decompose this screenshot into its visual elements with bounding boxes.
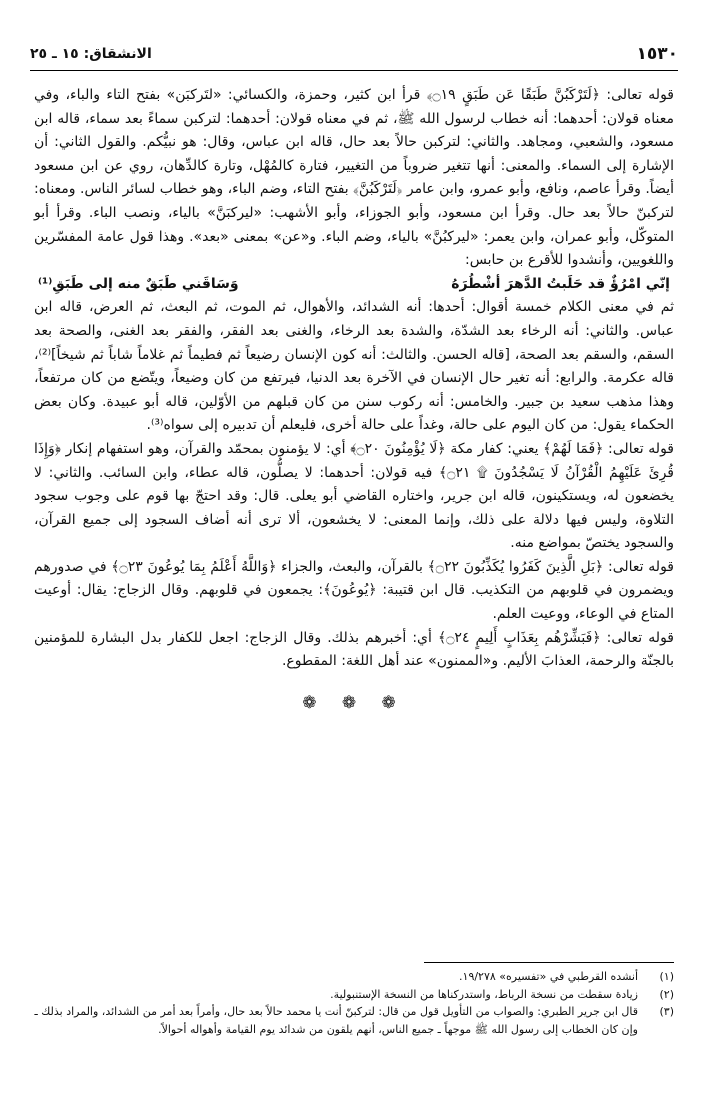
paragraph-verse-20-21: قوله تعالى: ﴿فَمَا لَهُمْ﴾ يعني: كفار مكة ﴿لَا يُؤْمِنُونَ ۝٢٠﴾ أي: لا يؤمنون بمحمّد والقرآن، وهو استفهام إنكار ﴿وَإِذَا قُرِئَ عَلَيْهِمُ الْقُرْآنُ لَا يَسْجُدُونَ ۩ ۝٢١﴾ فيه قولان: أحدهما: لا يصلُّون، قاله عطاء، وابن السائب. والثاني: لا يخضعون له، ويستكينون، قاله ابن جرير، واختاره القاضي أبو يعلى. قال: وقد احتجّ بها قوم على وجوب سجود التلاوة، وليس فيها دلالة على ذلك، وإنما المعنى: لا يخشعون، ألا ترى أنه أضاف السجود إلى جميع القرآن، والسجود يختصّ بمواضع منه.	[34, 440, 674, 552]
running-header	[30, 44, 678, 68]
footnote-text: زيادة سقطت من نسخة الرباط، واستدركناها من النسخة الإستنبولية.	[330, 987, 638, 1001]
footnote	[34, 968, 674, 986]
footnote-text: قال ابن جرير الطبري: والصواب من التأويل قول من قال: لتركبنّ أنت يا محمد حالاً بعد حال، وأمراً بعد أمر من الشدائد، والمراد بذلك ـ وإن كان الخطاب إلى رسول الله ﷺ موجهاً ـ جميع الناس، أنهم يلقون من شدائد يوم القيامة وأهواله أحوالاً.	[34, 1005, 638, 1036]
paragraph-verse-22-23: قوله تعالى: ﴿بَلِ الَّذِينَ كَفَرُوا يُكَذِّبُونَ ۝٢٢﴾ بالقرآن، والبعث، والجزاء ﴿وَاللَّهُ أَعْلَمُ بِمَا يُوعُونَ ۝٢٣﴾ في صدورهم ويضمرون في قلوبهم من التكذيب. قال ابن قتيبة: ﴿يُوعُونَ﴾: يجمعون في قلوبهم. وقال الزجاج: يقال: أوعيت المتاع في الوعاء، ووعيت العلم.	[34, 558, 674, 623]
footnote	[34, 1003, 674, 1038]
paragraph-verse-19: قوله تعالى: ﴿لَتَرْكَبُنَّ طَبَقًا عَن طَبَقٍ ۝١٩﴾ قرأ ابن كثير، وحمزة، والكسائي: «لتَركبَن» بفتح التاء والباء، وفي معناه قولان: أحدهما: أنه خطاب لرسول الله ﷺ، ثم في معناه قولان: أحدهما: لتركبن سماءً بعد سماء، قاله ابن مسعود، والشعبي، ومجاهد. والثاني: لتركبن حالاً بعد حال، قاله ابن عباس، وقال: هو نبيُّكم. والقول الثاني: أن الإشارة إلى السماء. والمعنى: أنها تتغير ضروباً من التغيير، فتارة كالمُهْل، وتارة كالدِّهان، روي عن ابن مسعود أيضاً. وقرأ عاصم، ونافع، وأبو عمرو، وابن عامر ﴿لَتَرْكَبُنَّ﴾ بفتح التاء، وضم الباء، وهو خطاب لسائر الناس. ومعناه: لتركبنّ حالاً بعد حال. وقرأ ابن مسعود، وأبو الجوزاء، وأبو الأشهب: «ليركبَنَّ» بالياء، ونصب الباء. وقرأ أبو المتوكّل، وأبو عمران، وابن يعمر: «ليركبُنَّ» بالياء، وضم الباء. و«عن» بمعنى «بعد». وهذا قول عامة المفسّرين واللغويين، وأنشدوا للأقرع بن حابس:	[34, 87, 674, 269]
footnote-text: أنشده القرطبي في «تفسيره» ١٩/٢٧٨.	[459, 970, 638, 983]
poem-hemistich-second: وَسَاقَني طَبَقٌ منه إلى طَبَقِ⁽¹⁾	[38, 275, 239, 292]
paragraph-verse-24: قوله تعالى: ﴿فَبَشِّرْهُم بِعَذَابٍ أَلِيمٍ ۝٢٤﴾ أي: أخبرهم بذلك. وقال الزجاج: اجعل للكفار بدل البشارة للمؤمنين بالجنّة والرحمة، العذابَ الأليم. و«الممنون» عند أهل اللغة: المقطوع.	[34, 629, 674, 670]
poem-hemistich-first: إنّي امْرُؤٌ قد حَلَبتُ الدَّهرَ أشْطُرَهُ	[451, 275, 670, 292]
main-text	[34, 84, 674, 715]
footnote-number: (٢)	[659, 987, 674, 1001]
footnote-number: (١)	[659, 970, 674, 983]
footnote-divider	[424, 962, 674, 963]
paragraph-five-meanings: ثم في معنى الكلام خمسة أقوال: أحدها: أنه الشدائد، والأهوال، ثم الموت، ثم البعث، ثم العرض، قاله ابن عباس. والثاني: أنه الرخاء بعد الشدّة، والشدة بعد الرخاء، والغنى بعد الفقر، والفقر بعد الغنى، والصحة بعد السقم، والسقم بعد الصحة، [قاله الحسن. والثالث: أنه كون الإنسان رضيعاً ثم فطيماً ثم غلاماً شاباً ثم شيخاً]⁽²⁾، قاله عكرمة. والرابع: أنه تغير حال الإنسان في الآخرة بعد الدنيا، فيرتفع من كان وضيعاً، ويتّضع من كان مرتفعاً، وهذا مذهب سعيد بن جبير. والخامس: أنه ركوب سنن من كان قبلهم من الأوّلين، قاله أبو عبيدة. وكان بعض الحكماء يقول: من كان اليوم على حالة، وغداً على حالة أخرى، فليعلم أن تدبيره إلى سواه⁽³⁾.	[34, 299, 674, 434]
footnotes	[34, 968, 674, 1038]
page-number: ١٥٣٠	[636, 44, 678, 64]
header-divider	[30, 70, 678, 71]
section-separator: ❁ ❁ ❁	[302, 692, 406, 713]
poem-verse	[34, 273, 674, 297]
surah-reference: الانشقاق: ١٥ ـ ٢٥	[30, 46, 152, 62]
footnote-number: (٣)	[659, 1005, 674, 1018]
footnote	[34, 986, 674, 1004]
